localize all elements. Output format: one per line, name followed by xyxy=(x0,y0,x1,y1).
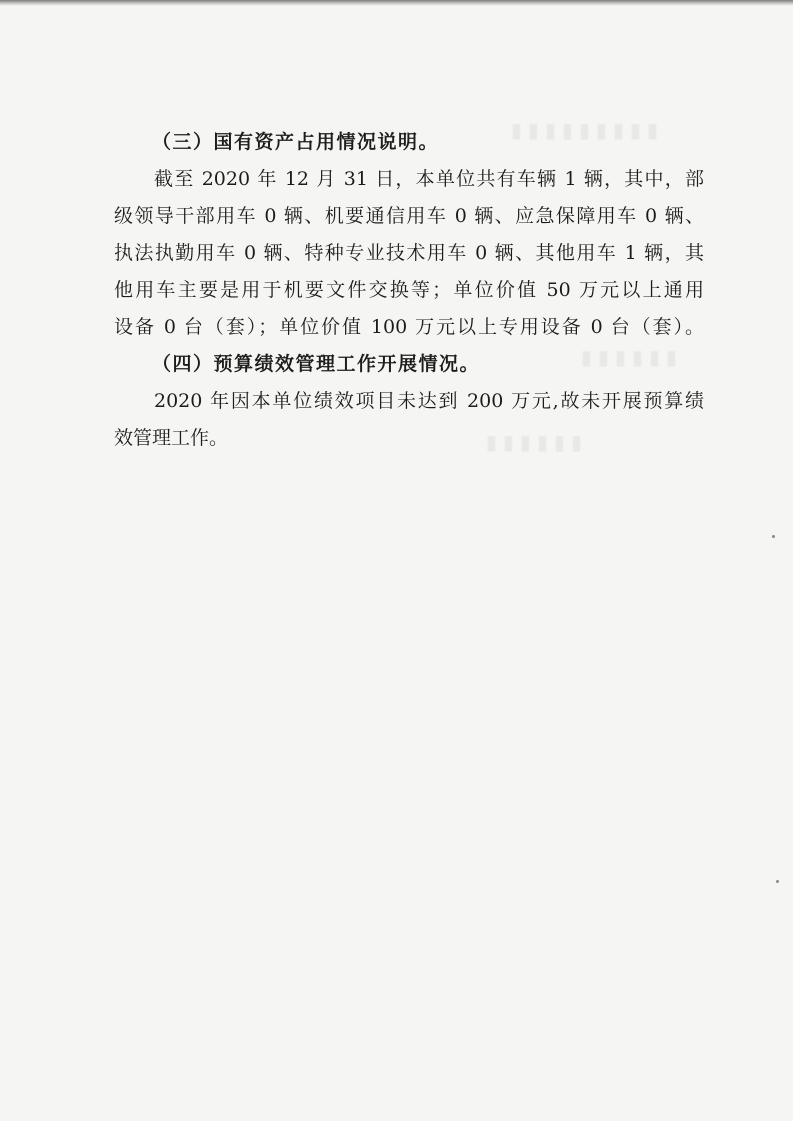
section-4-paragraph-line: 效管理工作。 xyxy=(114,427,229,449)
section-3-paragraph-line: 设备 0 台（套）；单位价值 100 万元以上专用设备 0 台（套）。 xyxy=(114,316,704,338)
section-4-heading: （四）预算绩效管理工作开展情况。 xyxy=(152,353,481,375)
section-3-paragraph-line: 执法执勤用车 0 辆、特种专业技术用车 0 辆、其他用车 1 辆，其 xyxy=(114,242,704,264)
section-3-paragraph-line: 截至 2020 年 12 月 31 日，本单位共有车辆 1 辆，其中，部 xyxy=(154,168,704,190)
section-3-paragraph-line: 他用车主要是用于机要文件交换等；单位价值 50 万元以上通用 xyxy=(114,279,704,301)
section-4-paragraph-line: 2020 年因本单位绩效项目未达到 200 万元,故未开展预算绩 xyxy=(154,390,704,412)
scan-top-edge xyxy=(0,0,793,6)
section-3-heading: （三）国有资产占用情况说明。 xyxy=(152,131,440,153)
document-body xyxy=(114,124,704,457)
bleed-through-mark: ▮▮▮▮▮▮ xyxy=(480,430,583,454)
section-3-paragraph-line: 级领导干部用车 0 辆、机要通信用车 0 辆、应急保障用车 0 辆、 xyxy=(114,205,704,227)
bleed-through-mark: ▮▮▮▮▮▮ xyxy=(575,345,678,369)
scan-speck xyxy=(772,535,775,538)
scan-speck xyxy=(776,880,779,883)
bleed-through-mark: ▮▮▮▮▮▮▮▮▮ xyxy=(505,118,659,142)
